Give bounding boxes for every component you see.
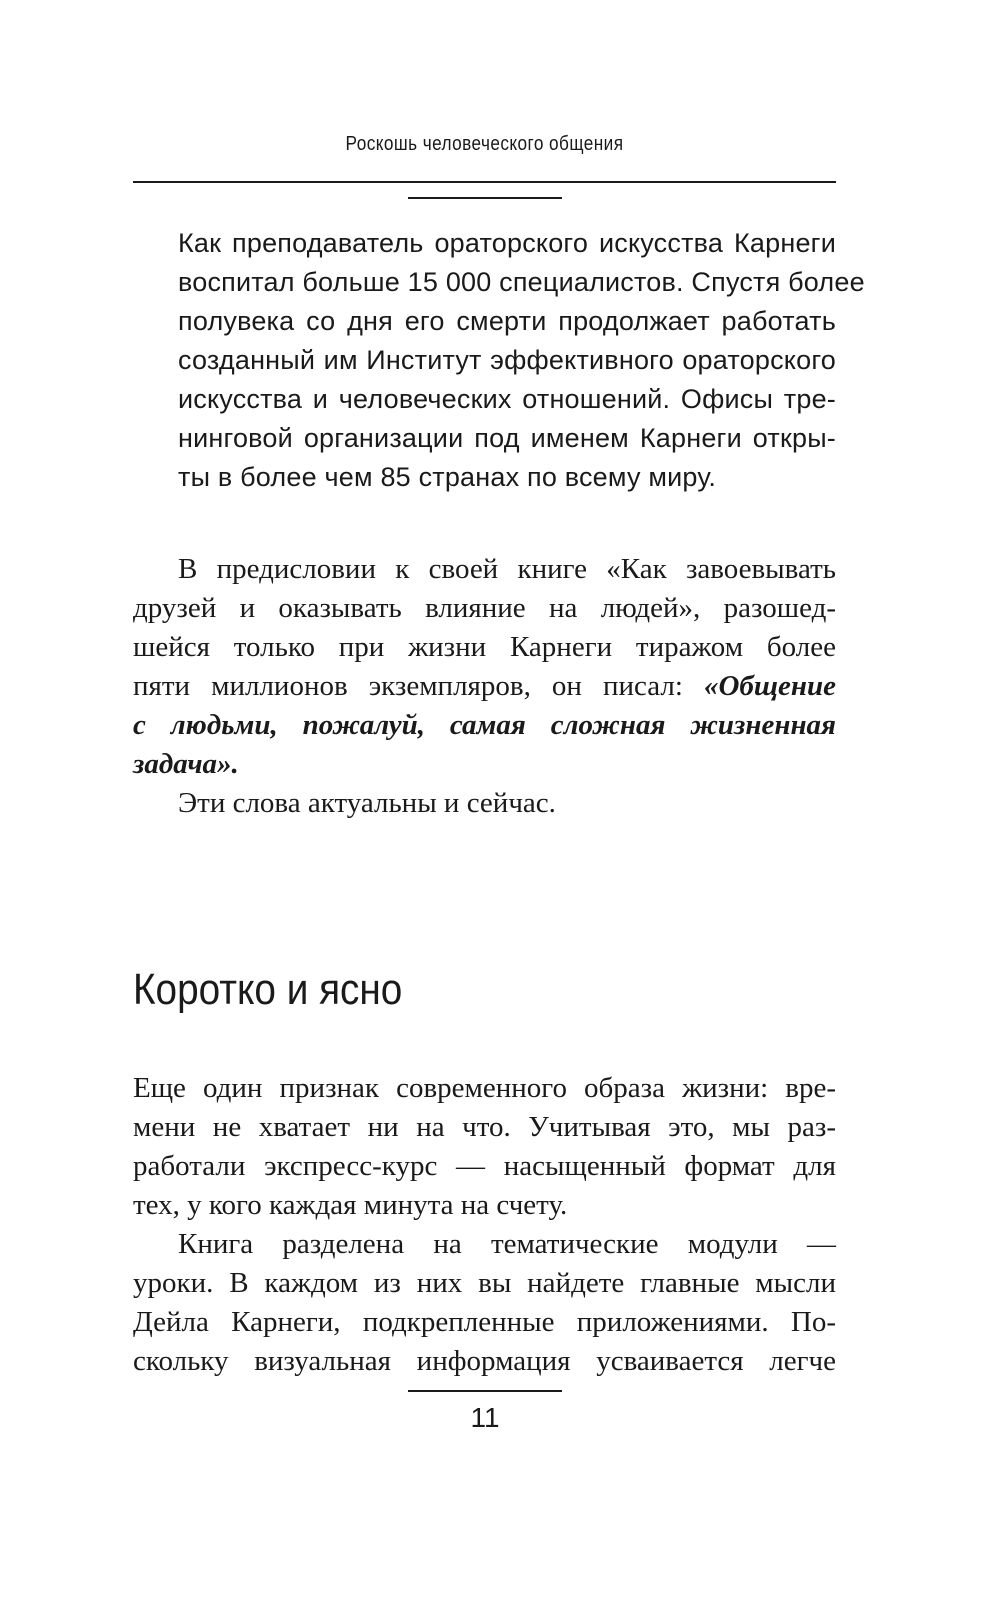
section-line: мени не хватает ни на что. Учитывая это, мы раз- [133, 1111, 836, 1143]
page-number: 11 [470, 1402, 500, 1433]
bottom-short-rule [408, 1390, 562, 1392]
preface-paragraph [133, 553, 836, 833]
section-paragraph-2 [133, 1228, 836, 1388]
section-paragraph-1 [133, 1072, 836, 1232]
running-head: Роскошь человеческого общения [345, 133, 624, 155]
intro-line: ты в более чем 85 странах по всему миру. [178, 462, 717, 492]
intro-line: созданный им Институт эффективного ораторского [178, 345, 836, 375]
quote-line: задача». [133, 748, 239, 780]
preface-line: друзей и оказывать влияние на людей», разошед- [133, 592, 836, 624]
section-line: скольку визуальная информация усваивается легче [133, 1345, 836, 1377]
section-line: Книга разделена на тематические модули — [178, 1228, 836, 1260]
intro-line: воспитал больше 15 000 специалистов. Спустя более [178, 267, 865, 297]
section-line: тех, у кого каждая минута на счету. [133, 1189, 568, 1221]
intro-line: полувека со дня его смерти продолжает работать [178, 306, 836, 336]
intro-line: Как преподаватель ораторского искусства Карнеги [178, 228, 836, 258]
section-line: Еще один признак современного образа жизни: вре- [133, 1072, 836, 1104]
preface-line-text: пяти миллионов экземпляров, он писал: [133, 670, 704, 702]
intro-line: искусства и человеческих отношений. Офисы тре- [178, 384, 836, 414]
preface-line: шейся только при жизни Карнеги тиражом более [133, 631, 836, 663]
header-rule [133, 181, 836, 183]
intro-paragraph [178, 228, 865, 508]
quote-start: «Общение [703, 670, 836, 702]
section-line: Дейла Карнеги, подкрепленные приложениями. По- [133, 1306, 836, 1338]
section-line: уроки. В каждом из них вы найдете главные мысли [133, 1267, 836, 1299]
section-heading: Коротко и ясно [133, 965, 403, 1014]
intro-line: нинговой организации под именем Карнеги откры- [178, 423, 836, 453]
section-line: работали экспресс-курс — насыщенный формат для [133, 1150, 836, 1182]
preface-closing: Эти слова актуальны и сейчас. [178, 787, 556, 819]
top-short-rule [408, 197, 562, 199]
preface-line: В предисловии к своей книге «Как завоевывать [178, 553, 836, 585]
preface-line-with-quote [133, 670, 836, 703]
quote-line: с людьми, пожалуй, самая сложная жизненная [133, 709, 836, 741]
